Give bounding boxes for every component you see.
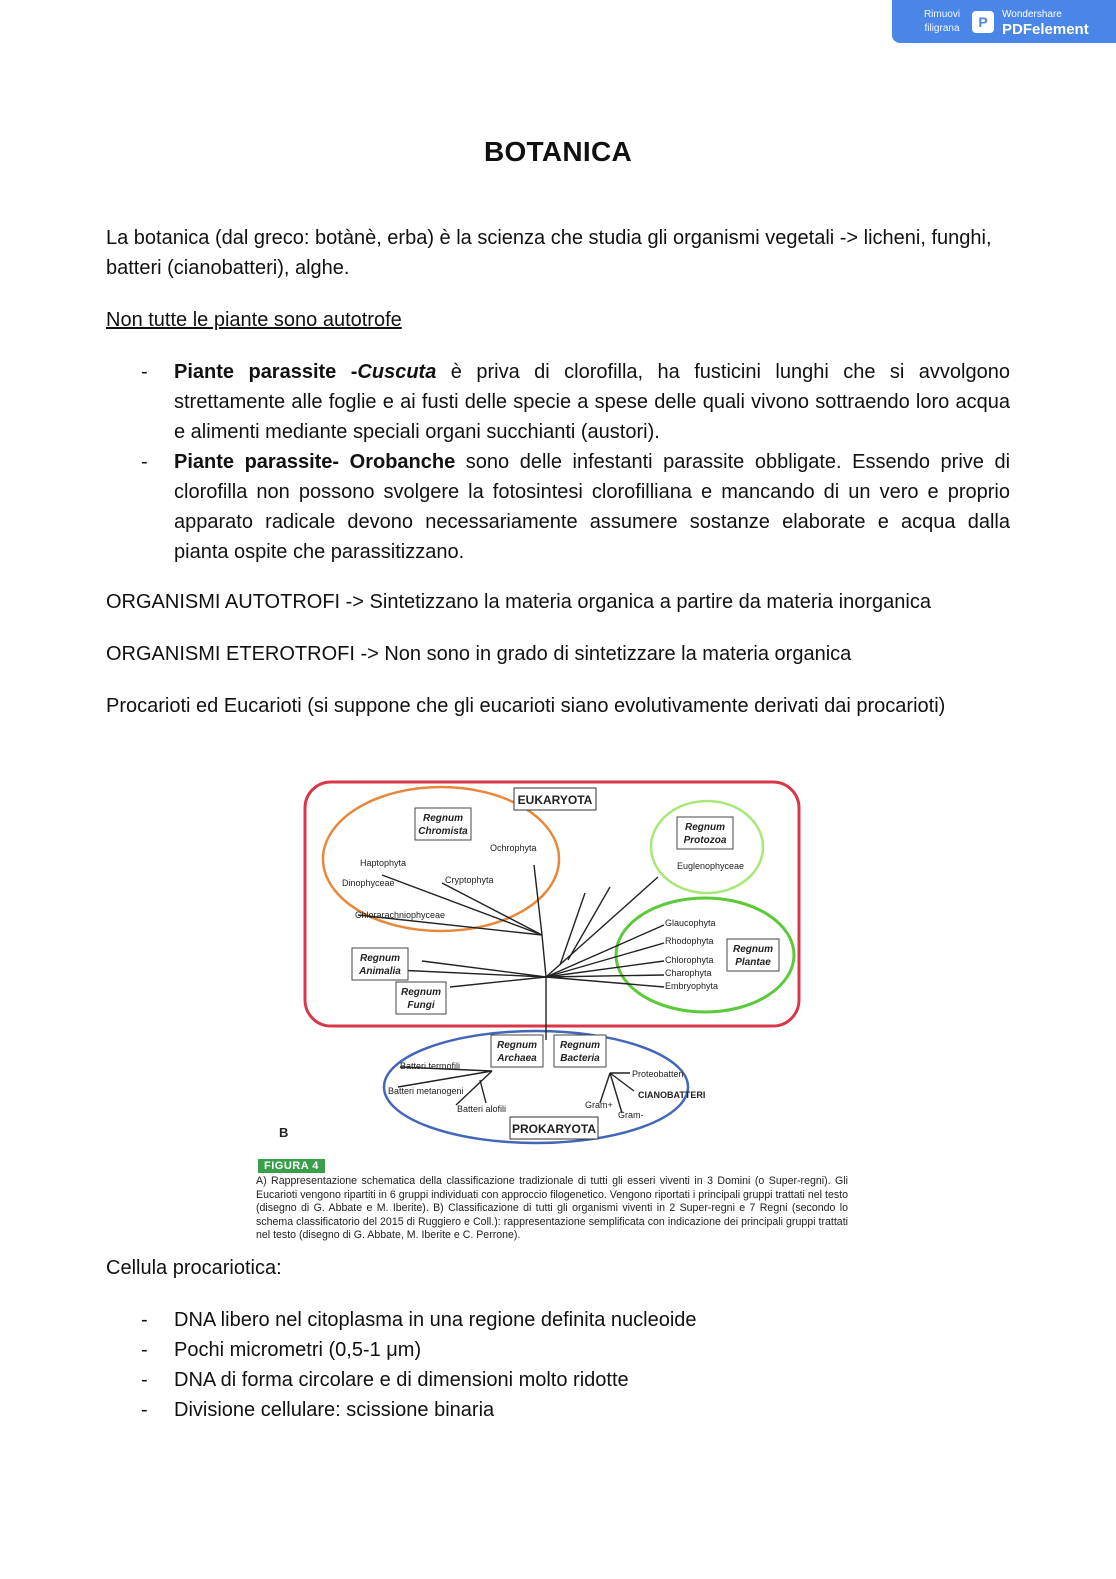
section-heading-autotrophs: Non tutte le piante sono autotrofe [106, 309, 402, 331]
remove-watermark-link[interactable]: Rimuovi filigrana [923, 8, 961, 34]
figure-label: FIGURA 4 [258, 1159, 325, 1173]
svg-text:Protozoa: Protozoa [683, 835, 727, 846]
svg-text:Chlorophyta: Chlorophyta [665, 955, 714, 965]
list-item: - Piante parassite- Orobanche sono delle infestanti parassite obbligate. Essendo prive di clorofilla non possono svolgere la fotosintesi clorofilliana e mancando di un vero e proprio apparato radicale devono necessariamente assumere sostanze elaborate e acqua dalla pianta ospite che parassitizzano. [106, 447, 1010, 567]
heterotrophs-line: ORGANISMI ETEROTROFI -> Non sono in grado di sintetizzare la materia organica [106, 643, 852, 665]
svg-text:Chlorarachniophyceae: Chlorarachniophyceae [355, 910, 446, 920]
svg-text:Haptophyta: Haptophyta [360, 858, 407, 868]
svg-text:Animalia: Animalia [359, 966, 401, 977]
svg-text:Bacteria: Bacteria [560, 1053, 600, 1064]
list-item: - DNA di forma circolare e di dimensioni molto ridotte [106, 1365, 1010, 1395]
prokaryote-eukaryote-paragraph: Procarioti ed Eucarioti (si suppone che gli eucarioti siano evolutivamente derivati dai procarioti) [106, 695, 946, 717]
list-item: - Pochi micrometri (0,5-1 μm) [106, 1335, 1010, 1365]
svg-text:Regnum: Regnum [685, 822, 725, 833]
pdfelement-brand: Wondershare PDFelement [1002, 8, 1089, 38]
pdfelement-logo-icon: P [972, 11, 994, 33]
svg-text:Regnum: Regnum [423, 813, 463, 824]
eukaryota-label: EUKARYOTA [517, 793, 593, 807]
prokaryotic-cell-heading: Cellula procariotica: [106, 1257, 282, 1279]
prokaryota-label: PROKARYOTA [512, 1122, 596, 1136]
svg-text:Rhodophyta: Rhodophyta [665, 936, 714, 946]
svg-text:Cryptophyta: Cryptophyta [445, 875, 494, 885]
svg-text:Archaea: Archaea [497, 1053, 537, 1064]
prokaryotic-cell-list [106, 1305, 1010, 1425]
svg-text:Embryophyta: Embryophyta [665, 981, 719, 991]
svg-text:Gram-: Gram- [618, 1110, 644, 1120]
list-item: - Piante parassite -Cuscuta è priva di clorofilla, ha fusticini lunghi che si avvolgono strettamente alle foglie e ai fusti delle specie a spese delle quali vivono sottraendo loro acqua e alimenti mediante speciali organi succhianti (austori). [106, 357, 1010, 447]
phylogeny-diagram [250, 775, 860, 1155]
list-item: - DNA libero nel citoplasma in una regione definita nucleoide [106, 1305, 1010, 1335]
svg-text:Ochrophyta: Ochrophyta [490, 843, 537, 853]
svg-text:Euglenophyceae: Euglenophyceae [677, 861, 745, 871]
svg-text:Gram+: Gram+ [585, 1100, 613, 1110]
svg-text:Charophyta: Charophyta [665, 968, 712, 978]
svg-text:Regnum: Regnum [733, 944, 773, 955]
svg-text:Regnum: Regnum [360, 953, 400, 964]
svg-text:Batteri metanogeni: Batteri metanogeni [388, 1086, 464, 1096]
classification-figure [250, 775, 860, 1255]
page-title: BOTANICA [483, 136, 633, 167]
panel-letter: B [279, 1125, 289, 1140]
svg-text:Batteri termofili: Batteri termofili [400, 1061, 461, 1071]
parasite-list [106, 357, 1010, 567]
svg-text:Regnum: Regnum [401, 987, 441, 998]
svg-text:CIANOBATTERI: CIANOBATTERI [638, 1090, 706, 1100]
svg-text:Chromista: Chromista [418, 826, 468, 837]
svg-text:Regnum: Regnum [497, 1040, 537, 1051]
svg-text:Proteobatteri: Proteobatteri [632, 1069, 684, 1079]
list-item: - Divisione cellulare: scissione binaria [106, 1395, 1010, 1425]
pdfelement-watermark-badge[interactable] [892, 0, 1116, 43]
svg-text:Fungi: Fungi [407, 1000, 435, 1011]
svg-text:Plantae: Plantae [735, 957, 771, 968]
autotrophs-line: ORGANISMI AUTOTROFI -> Sintetizzano la materia organica a partire da materia inorganica [106, 591, 931, 613]
intro-paragraph: La botanica (dal greco: botànè, erba) è la scienza che studia gli organismi vegetali -> licheni, funghi, batteri (cianobatteri), alghe. [106, 227, 992, 279]
svg-text:Batteri alofili: Batteri alofili [457, 1104, 507, 1114]
svg-text:Dinophyceae: Dinophyceae [342, 878, 395, 888]
svg-text:Regnum: Regnum [560, 1040, 600, 1051]
figure-caption: A) Rappresentazione schematica della classificazione tradizionale di tutti gli esseri viventi in 3 Domini (o Super-regni). Gli Eucarioti vengono ripartiti in 6 gruppi individuati con approccio filogenetico. Vengono riportati i principali gruppi trattati nel testo (disegno di G. Abbate e M. Iberite). B) Classificazione di tutti gli organismi viventi in 2 Super-regni e 7 Regni (secondo lo schema classificatorio del 2015 di Ruggiero e Coll.): rappresentazione semplificata con indicazione dei principali gruppi trattati nel testo (disegno di G. Abbate, M. Iberite e C. Perrone). [256, 1175, 848, 1241]
svg-text:Glaucophyta: Glaucophyta [665, 918, 716, 928]
